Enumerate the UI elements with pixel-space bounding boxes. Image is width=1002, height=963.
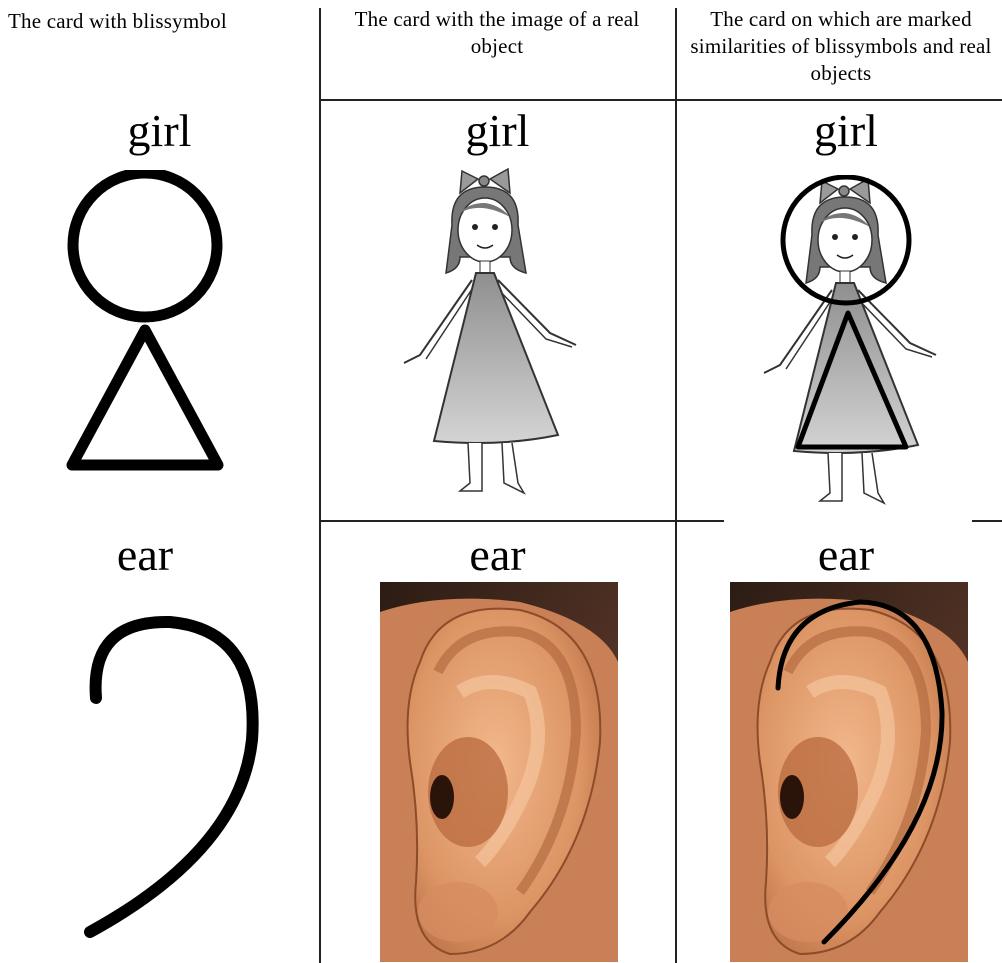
column-header-blissymbol: The card with blissymbol bbox=[8, 9, 227, 33]
row-divider-right bbox=[972, 520, 1002, 522]
girl-drawing bbox=[390, 165, 600, 505]
ear-blissymbol-icon bbox=[70, 600, 280, 950]
girl-blissymbol-icon bbox=[50, 170, 250, 480]
row-word-girl: girl bbox=[814, 105, 878, 156]
row-word-girl: girl bbox=[465, 105, 530, 156]
row-divider bbox=[319, 520, 724, 522]
row-word-ear: ear bbox=[116, 529, 174, 580]
row-word-girl: girl bbox=[127, 105, 192, 156]
row-word-ear: ear bbox=[469, 529, 526, 580]
ear-photo bbox=[380, 582, 618, 962]
column-header-real-object: The card with the image of a real object bbox=[354, 7, 640, 58]
row-word-ear: ear bbox=[817, 529, 875, 580]
header-row-divider bbox=[319, 99, 1002, 101]
ear-photo-with-blissymbol-overlay bbox=[730, 582, 968, 962]
girl-drawing-with-blissymbol-overlay bbox=[750, 175, 960, 515]
column-header-similarities: The card on which are marked similarities of blissymbols and real objects bbox=[690, 7, 992, 85]
